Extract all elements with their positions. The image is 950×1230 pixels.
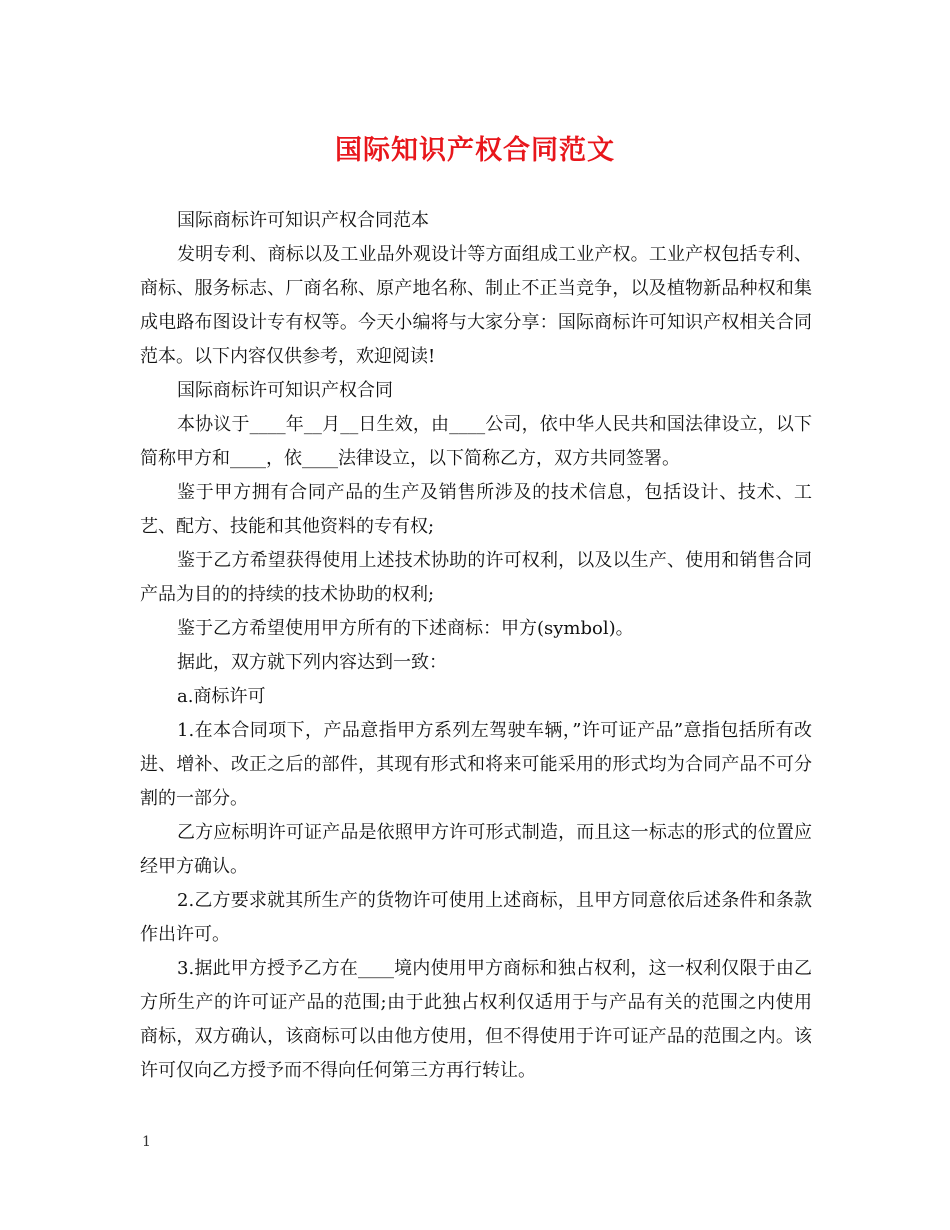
paragraph-section-a: a.商标许可 <box>177 686 266 707</box>
paragraph-whereas-3: 鉴于乙方希望使用甲方所有的下述商标：甲方(symbol)。 <box>177 618 634 639</box>
paragraph-agreement: 据此，双方就下列内容达到一致： <box>177 652 447 673</box>
paragraph-clause-1-note: 乙方应标明许可证产品是依照甲方许可形式制造，而且这一标志的形式的位置应经甲方确认。 <box>140 822 812 877</box>
document-body <box>140 204 812 1088</box>
paragraph-subtitle: 国际商标许可知识产权合同范本 <box>177 210 429 231</box>
paragraph-clause-2: 2.乙方要求就其所生产的货物许可使用上述商标，且甲方同意依后述条件和条款作出许可。 <box>140 890 812 945</box>
paragraph-whereas-2: 鉴于乙方希望获得使用上述技术协助的许可权利，以及以生产、使用和销售合同产品为目的的持续的技术协助的权利; <box>140 550 812 605</box>
paragraph-clause-1: 1.在本合同项下，产品意指甲方系列左驾驶车辆，”许可证产品”意指包括所有改进、增补、改正之后的部件，其现有形式和将来可能采用的形式均为合同产品不可分割的一部分。 <box>140 720 812 809</box>
paragraph-parties: 本协议于____年__月__日生效，由____公司，依中华人民共和国法律设立，以下简称甲方和____，依____法律设立，以下简称乙方，双方共同签署。 <box>140 414 812 469</box>
paragraph-whereas-1: 鉴于甲方拥有合同产品的生产及销售所涉及的技术信息，包括设计、技术、工艺、配方、技能和其他资料的专有权; <box>140 482 812 537</box>
paragraph-intro: 发明专利、商标以及工业品外观设计等方面组成工业产权。工业产权包括专利、商标、服务标志、厂商名称、原产地名称、制止不正当竞争，以及植物新品种权和集成电路布图设计专有权等。今天小编将与大家分享：国际商标许可知识产权相关合同范本。以下内容仅供参考，欢迎阅读! <box>140 244 812 367</box>
paragraph-clause-3: 3.据此甲方授予乙方在____境内使用甲方商标和独占权利，这一权利仅限于由乙方所生产的许可证产品的范围;由于此独占权利仅适用于与产品有关的范围之内使用商标，双方确认，该商标可以由他方使用，但不得使用于许可证产品的范围之内。该许可仅向乙方授予而不得向任何第三方再行转让。 <box>140 958 812 1081</box>
document-title: 国际知识产权合同范文 <box>335 135 615 166</box>
page-number: 1 <box>142 1134 151 1150</box>
paragraph-contract-heading: 国际商标许可知识产权合同 <box>177 380 393 401</box>
